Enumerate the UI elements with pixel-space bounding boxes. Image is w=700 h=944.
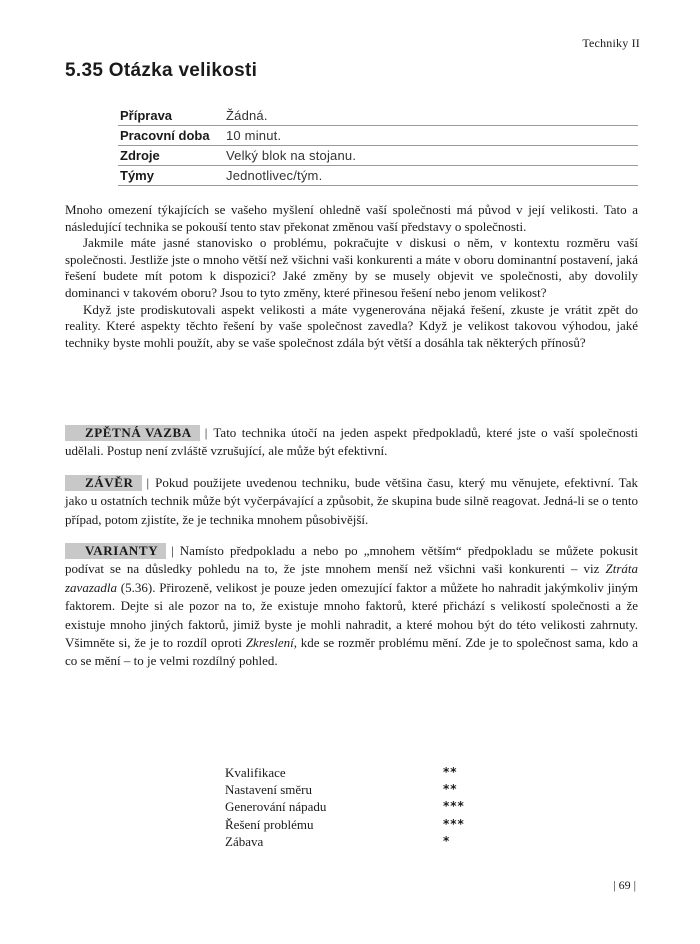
info-table — [118, 106, 638, 186]
rating-row — [225, 798, 465, 815]
conclusion-text: Pokud použijete uvedenou techniku, bude většina času, který mu věnujete, efektivní. Tak jako u ostatních technik může být vyčerpávající a způsobit, že skupina bude silně reagovat. Jedná-li se o tento případ, potom zjistíte, že je technika mnohem působivější. — [65, 475, 638, 527]
rating-name: Zábava — [225, 833, 264, 849]
separator: | — [171, 543, 174, 558]
separator: | — [146, 475, 150, 490]
info-value: 10 minut. — [224, 126, 638, 146]
info-row-working-time — [118, 126, 638, 146]
rating-name: Generování nápadu — [225, 799, 327, 815]
rating-row — [225, 781, 465, 798]
ratings-list — [225, 764, 465, 850]
rating-name: Kvalifikace — [225, 765, 286, 780]
variants-text: , kde se rozměr problému mění. Zde je to společnost sama, kdo a co se mění – to je velmi rozdílný pohled. — [65, 635, 638, 669]
conclusion-section — [65, 474, 638, 529]
rating-name: Nastavení směru — [225, 782, 313, 798]
info-label: Zdroje — [118, 146, 224, 166]
info-row-preparation — [118, 106, 638, 126]
rating-row — [225, 764, 465, 781]
rating-stars: *** — [443, 799, 465, 814]
page-number: | 69 | — [613, 878, 636, 892]
feedback-section — [65, 424, 638, 461]
paragraph: Jakmile máte jasné stanovisko o problému, pokračujte v diskusi o něm, v kontextu rozměru vaší společnosti. Jestliže jste o mnoho větší než všichni vaši konkurenti a máte v oboru dominantní postavení, jaká řešení budete mít potom k dispozici? Jaké změny by se musely objevit ve společnosti, aby dovolily dominanci v takovém oboru? Jsou to tyto změny, které přinesou řešení nebo jenom velikost? — [65, 235, 638, 300]
rating-name: Řešení problému — [225, 816, 314, 832]
info-value: Jednotlivec/tým. — [224, 166, 638, 186]
variants-text: (5.36). Přirozeně, velikost je pouze jeden omezující faktor a můžete ho nahradit jakýmkoliv jiným faktorem. Dejte si ale pozor na to, že existuje mnoho faktorů, které přichází s velikostí společnosti a že existuje mnoho jiných faktorů, jimiž byste je mohli nahradit, a které mohou být do této velikosti zahrnuty. Všimněte si, že je to rozdíl oproti — [65, 579, 639, 651]
variants-section — [65, 542, 638, 671]
variants-text: Namísto předpokladu a nebo po „mnohem větším“ předpokladu se můžete pokusit podívat se na důsledky pohledu na to, že jste mnohem menší než všichni vaši konkurenti – viz — [65, 543, 638, 577]
info-label: Příprava — [118, 106, 224, 126]
reference-lost-luggage: Ztráta zavazadla — [65, 561, 639, 595]
variants-paragraph — [65, 542, 638, 671]
info-row-teams — [118, 166, 638, 186]
rating-stars: ** — [443, 782, 458, 797]
section-title: 5.35 Otázka velikosti — [65, 60, 258, 81]
rating-stars: *** — [443, 816, 465, 831]
info-value: Velký blok na stojanu. — [224, 146, 638, 166]
separator: | — [204, 425, 208, 440]
conclusion-label: ZÁVĚR — [65, 475, 142, 491]
feedback-label: ZPĚTNÁ VAZBA — [65, 425, 200, 441]
paragraph: Mnoho omezení týkajících se vašeho myšlení ohledně vaší společnosti má původ v její velikosti. Tato a následující technika se pokouší tento stav překonat změnou vaší představy o společnosti. — [65, 202, 638, 234]
info-label: Týmy — [118, 166, 224, 186]
running-head: Techniky II — [582, 36, 640, 50]
variants-label: VARIANTY — [65, 543, 166, 559]
body-text — [65, 202, 638, 351]
reference-distortion: Zkreslení — [245, 635, 294, 651]
paragraph: Když jste prodiskutovali aspekt velikosti a máte vygenerována nějaká řešení, zkuste je vrátit zpět do reality. Které aspekty těchto řešení by vaše společnost zavedla? Když je velikost takovou výhodou, jaké techniky byste mohli použít, aby se vaše společnost zdála být větší a dosáhla tak některých přínosů? — [65, 301, 638, 350]
conclusion-paragraph — [65, 474, 638, 529]
info-row-resources — [118, 146, 638, 166]
feedback-text: Tato technika útočí na jeden aspekt předpokladů, které jste o vaší společnosti udělali. Postup není zvláště vzrušující, ale může být efektivní. — [65, 425, 638, 459]
rating-row — [225, 816, 465, 833]
rating-stars: ** — [443, 765, 458, 779]
feedback-paragraph — [65, 424, 638, 461]
rating-stars: * — [443, 833, 451, 848]
info-value: Žádná. — [224, 106, 638, 126]
rating-row — [225, 833, 465, 850]
info-label: Pracovní doba — [118, 126, 224, 146]
